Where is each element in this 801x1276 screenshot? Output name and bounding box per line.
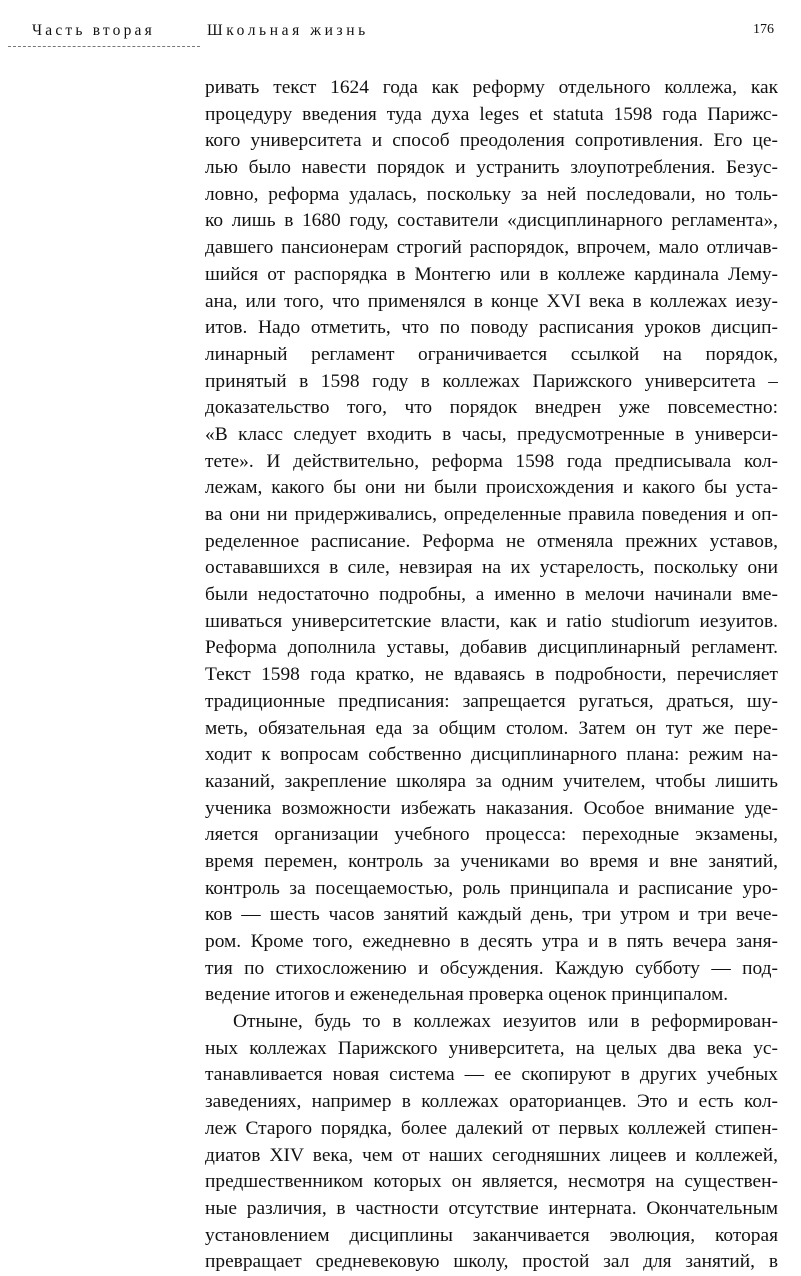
text-line: ловно, реформа удалась, поскольку за ней последовали, но толь- (205, 183, 778, 205)
text-line: тете». И действительно, реформа 1598 года предписывала кол- (205, 450, 778, 472)
text-line: традиционные предписания: запрещается ругаться, драться, шу- (205, 690, 778, 712)
text-line: предшественником которых он является, несмотря на существен- (205, 1171, 778, 1193)
running-head-chapter: Школьная жизнь (207, 22, 369, 39)
text-line: принятый в 1598 году в коллежах Парижского университета – (205, 370, 778, 392)
text-line: шиваться университетские власти, как и ratio studiorum иезуитов. (205, 610, 778, 632)
text-line: ана, или того, что применялся в конце XVI века в коллежах иезу- (205, 290, 778, 312)
text-line: процедуру введения туда духа leges et statuta 1598 года Парижс- (205, 103, 778, 125)
text-line: Отныне, будь то в коллежах иезуитов или в реформирован- (233, 1011, 778, 1033)
text-line: меть, обязательная еда за общим столом. Затем он тут же пере- (205, 717, 778, 739)
text-line: шийся от распорядка в Монтегю или в коллеже кардинала Лему- (205, 263, 778, 285)
text-line: ные различия, в частности отсутствие интерната. Окончательным (205, 1197, 778, 1219)
text-line: лью было навести порядок и устранить злоупотребления. Безус- (205, 157, 778, 179)
text-line: итов. Надо отметить, что по поводу расписания уроков дисцип- (205, 317, 778, 339)
text-line: ходит к вопросам собственно дисциплинарного плана: режим на- (205, 744, 778, 766)
text-line: установлением дисциплины заканчивается эволюция, которая (205, 1224, 778, 1246)
text-line: танавливается новая система — ее скопируют в других учебных (205, 1064, 778, 1086)
text-line: тия по стихосложению и обсуждения. Каждую субботу — под- (205, 957, 778, 979)
text-line: кого университета и способ преодоления сопротивления. Его це- (205, 130, 778, 152)
text-line: заведениях, например в коллежах ораторианцев. Это и есть кол- (205, 1091, 778, 1113)
text-line: Реформа дополнила уставы, добавив дисциплинарный регламент. (205, 637, 778, 659)
text-line: ром. Кроме того, ежедневно в десять утра и в пять вечера заня- (205, 931, 778, 952)
text-line: ков — шесть часов занятий каждый день, три утром и три вече- (205, 904, 778, 926)
text-line: леж Старого порядка, более далекий от первых коллежей стипен- (205, 1117, 778, 1139)
text-line: Текст 1598 года кратко, не вдаваясь в подробности, перечисляет (205, 664, 778, 686)
paragraph-1 (205, 75, 778, 1009)
text-line: ных коллежах Парижского университета, на целых два века ус- (205, 1037, 778, 1059)
text-line: ривать текст 1624 года как реформу отдельного коллежа, как (205, 77, 778, 98)
header-rule (8, 46, 200, 47)
text-line: время перемен, контроль за учениками во время и вне занятий, (205, 850, 778, 872)
page-number: 176 (753, 22, 774, 37)
text-line: давшего пансионерам строгий распорядок, впрочем, мало отличав- (205, 237, 778, 259)
text-line: были недостаточно подробны, а именно в мелочи начинали вме- (205, 584, 778, 606)
text-line: линарный регламент ограничивается ссылкой на порядок, (205, 343, 778, 365)
text-line: ученика возможности избежать наказания. Особое внимание уде- (205, 797, 778, 819)
text-line: доказательство того, что порядок внедрен уже повсеместно: (205, 397, 778, 419)
text-line: «В класс следует входить в часы, предусмотренные в универси- (205, 423, 778, 445)
text-line: ределенное расписание. Реформа не отменяла прежних уставов, (205, 530, 778, 552)
text-line: ко лишь в 1680 году, составители «дисциплинарного регламента», (205, 210, 778, 232)
text-line: контроль за посещаемостью, роль принципала и расписание уро- (205, 877, 778, 899)
text-line: казаний, закрепление школяра за одним учителем, чтобы лишить (205, 770, 778, 792)
paragraph-2 (205, 1009, 778, 1276)
text-line: ляется организации учебного процесса: переходные экзамены, (205, 824, 778, 846)
body-text (205, 75, 778, 1276)
text-line: диатов XIV века, чем от наших сегодняшних лицеев и коллежей, (205, 1144, 778, 1166)
text-line: остававшихся в силе, невзирая на их устарелость, поскольку они (205, 557, 778, 579)
text-line: лежам, какого бы они ни были происхождения и какого бы уста- (205, 477, 778, 499)
running-head-part: Часть вторая (32, 22, 155, 39)
text-line: превращает средневековую школу, простой зал для занятий, в (205, 1251, 778, 1273)
text-line: ведение итогов и еженедельная проверка оценок принципалом. (205, 984, 729, 1006)
running-head (0, 22, 801, 46)
text-line: ва они ни придерживались, определенные правила поведения и оп- (205, 504, 778, 525)
